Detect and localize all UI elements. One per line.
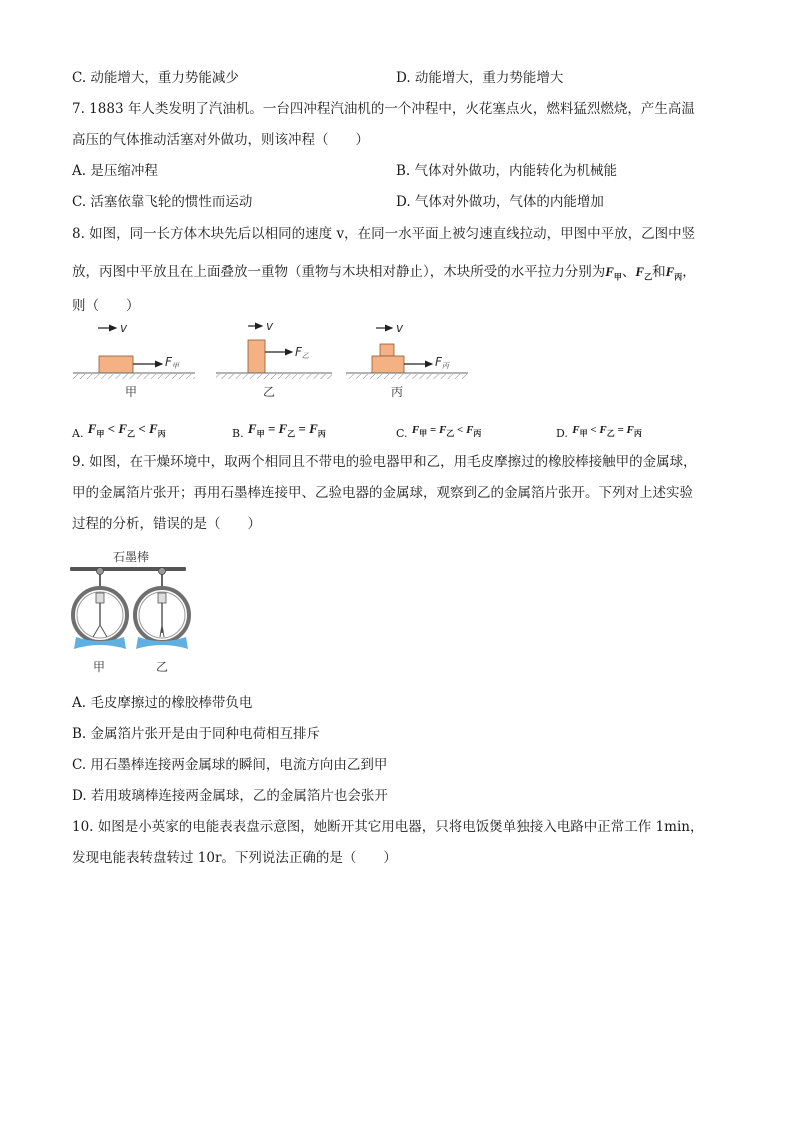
electroscope-jia: [73, 568, 127, 675]
electroscope-label-jia: 甲: [93, 660, 106, 674]
q9-option-d: D. 若用玻璃棒连接两金属球，乙的金属箔片也会张开: [72, 788, 388, 804]
f-yi-symbol: $F_乙$: [635, 264, 653, 282]
fig-label-bing: 丙: [391, 385, 404, 399]
q8-stem-line3: 则（ ）: [72, 298, 140, 314]
q9-stem-line1: 9. 如图，在干燥环境中，取两个相同且不带电的验电器甲和乙，用毛皮摩擦过的橡胶棒接触甲的金属球，: [72, 454, 697, 470]
fig-label-jia: 甲: [125, 385, 138, 399]
q10-stem-line1: 10. 如图是小英家的电能表表盘示意图，她断开其它用电器，只将电饭煲单独接入电路中正常工作 1min，: [72, 819, 704, 835]
f-yi-label: F乙: [295, 345, 309, 360]
f-jia-symbol: $F_甲$: [605, 264, 622, 282]
q7-option-d: D. 气体对外做功，气体的内能增加: [396, 194, 604, 210]
q8-sep2: 和: [652, 264, 666, 280]
q9-option-c: C. 用石墨棒连接两金属球的瞬间，电流方向由乙到甲: [72, 757, 388, 773]
q9-stem-line2: 甲的金属箔片张开；再用石墨棒连接甲、乙验电器的金属球，观察到乙的金属箔片张开。下列对上述实验: [72, 485, 693, 501]
v-label-jia: v: [120, 321, 128, 335]
q8-option-b: $_{B.}$ $F_甲 = F_乙 = F_丙$: [232, 421, 326, 440]
q8-stem-line2-text: 放，丙图中平放且在上面叠放一重物（重物与木块相对静止），木块所受的水平拉力分别为: [72, 264, 606, 280]
q7-option-a: A. 是压缩冲程: [72, 163, 158, 179]
graphite-rod: [70, 567, 186, 571]
block-yi: [248, 340, 265, 373]
q8-stem-line1: 8. 如图，同一长方体木块先后以相同的速度 v，在同一水平面上被匀速直线拉动，甲图中平放，乙图中竖: [72, 226, 696, 242]
q8-option-d: $_{D.}$ $F_甲 < F_乙 = F_丙$: [556, 424, 642, 440]
fig-label-yi: 乙: [263, 385, 276, 399]
q7-option-c: C. 活塞依靠飞轮的惯性而运动: [72, 194, 253, 210]
f-bing-symbol: $F_丙$: [665, 264, 683, 282]
block-jia: [99, 356, 133, 373]
q6-option-c: C. 动能增大，重力势能减少: [72, 70, 239, 86]
q9-figure: [68, 545, 198, 680]
q9-stem-line3: 过程的分析，错误的是（ ）: [72, 516, 261, 532]
v-label-bing: v: [396, 321, 404, 335]
fig-jia: [73, 321, 195, 399]
q7-stem-line1: 7. 1883 年人类发明了汽油机。一台四冲程汽油机的一个冲程中，火花塞点火，燃料猛烈燃烧，产生高温: [72, 101, 695, 117]
q8-figure: [70, 318, 470, 404]
fig-yi: [216, 319, 332, 399]
q6-option-d: D. 动能增大，重力势能增大: [396, 70, 564, 86]
weight-bing: [380, 344, 394, 356]
v-label-yi: v: [266, 319, 274, 333]
electroscope-label-yi: 乙: [156, 660, 169, 674]
q8-stem-line2: [72, 263, 696, 287]
q8-end: ，: [682, 264, 696, 280]
q8-option-c: $_{C.}$ $F_甲 = F_乙 < F_丙$: [396, 424, 482, 440]
q7-stem-line2: 高压的气体推动活塞对外做功，则该冲程（ ）: [72, 132, 369, 148]
f-bing-label: F丙: [435, 355, 449, 370]
q8-sep1: 、: [621, 264, 636, 280]
f-jia-label: F甲: [165, 355, 179, 370]
q10-stem-line2: 发现电能表转盘转过 10r。下列说法正确的是（ ）: [72, 850, 397, 866]
fig-bing: [346, 321, 468, 399]
q9-option-a: A. 毛皮摩擦过的橡胶棒带负电: [72, 695, 253, 711]
q7-option-b: B. 气体对外做功，内能转化为机械能: [396, 163, 618, 179]
block-bing: [372, 356, 404, 373]
electroscope-yi: [135, 568, 189, 675]
graphite-rod-label: 石墨棒: [113, 550, 150, 564]
q9-option-b: B. 金属箔片张开是由于同种电荷相互排斥: [72, 726, 321, 742]
q8-option-a: $_{A.}$ $F_甲 < F_乙 < F_丙$: [72, 421, 166, 440]
